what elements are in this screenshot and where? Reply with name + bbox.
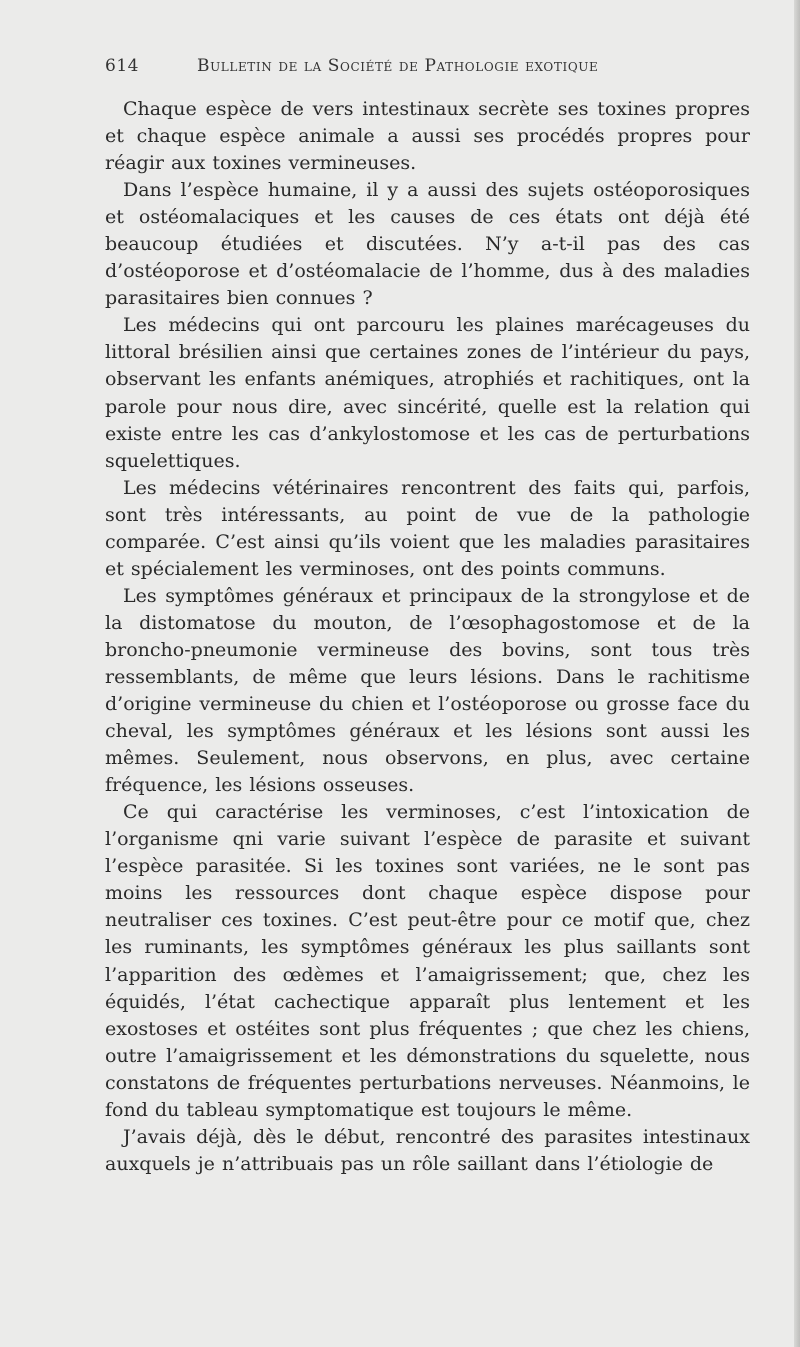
paragraph: J’avais déjà, dès le début, rencontré des parasites intestinaux auxquels je n’attribuais pas un rôle saillant dans l’étiologie de — [105, 1125, 750, 1175]
running-header — [105, 56, 745, 82]
paragraph: Ce qui caractérise les verminoses, c’est l’intoxication de l’organisme qni varie suivant l’espèce de parasite et suivant l’espèce parasitée. Si les toxines sont variées, ne le sont pas moins les ressources dont chaque espèce dispose pour neutraliser ces toxines. C’est peut-être pour ce motif que, chez les ruminants, les symptômes généraux les plus saillants sont l’apparition des œdèmes et l’amaigrissement; que, chez les équidés, l’état cachectique apparaît plus lentement et les exostoses et ostéites sont plus fréquentes ; que chez les chiens, outre l’amaigrissement et les démonstrations du squelette, nous constatons de fréquentes perturbations nerveuses. Néanmoins, le fond du tableau symptomatique est toujours le même. — [105, 801, 750, 1121]
body-text — [105, 96, 750, 1178]
page-spine-shadow — [794, 0, 800, 1347]
paragraph: Les symptômes généraux et principaux de la strongylose et de la distomatose du mouton, de l’œsophagostomose et de la broncho-pneumonie vermineuse des bovins, sont tous très ressemblants, de même que leurs lésions. Dans le rachitisme d’origine vermineuse du chien et l’ostéoporose ou grosse face du cheval, les symptômes généraux et les lésions sont aussi les mêmes. Seulement, nous observons, en plus, avec certaine fréquence, les lésions osseuses. — [105, 584, 750, 797]
page-number: 614 — [105, 56, 139, 76]
paragraph: Les médecins qui ont parcouru les plaines marécageuses du littoral brésilien ainsi que certaines zones de l’intérieur du pays, observant les enfants anémiques, atrophiés et rachitiques, ont la parole pour nous dire, avec sincérité, quelle est la relation qui existe entre les cas d’ankylostomose et les cas de perturbations squelettiques. — [105, 314, 750, 472]
paragraph: Les médecins vétérinaires rencontrent des faits qui, parfois, sont très intéressants, au point de vue de la pathologie comparée. C’est ainsi qu’ils voient que les maladies parasitaires et spécialement les verminoses, ont des points communs. — [105, 476, 750, 580]
paragraph: Dans l’espèce humaine, il y a aussi des sujets ostéoporosiques et ostéomalaciques et les causes de ces états ont déjà été beaucoup étudiées et discutées. N’y a-t-il pas des cas d’ostéoporose et d’ostéomalacie de l’homme, dus à des maladies parasitaires bien connues ? — [105, 179, 750, 310]
running-title: Bulletin de la Société de Pathologie exotique — [197, 56, 599, 76]
paragraph: Chaque espèce de vers intestinaux secrète ses toxines propres et chaque espèce animale a aussi ses procédés propres pour réagir aux toxines vermineuses. — [105, 98, 750, 175]
